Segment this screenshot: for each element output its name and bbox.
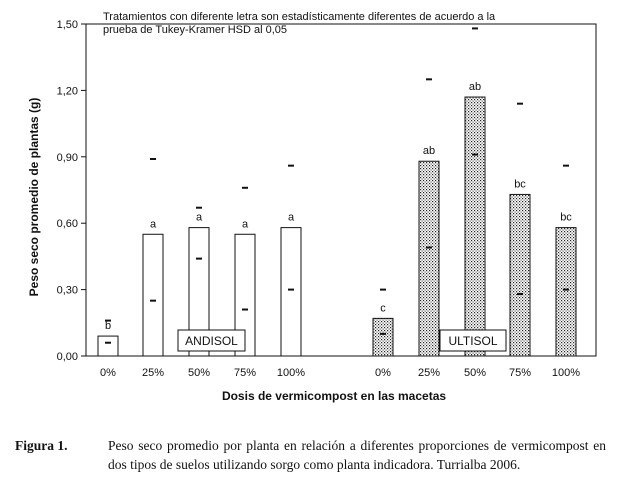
x-tick-label: 100% — [276, 367, 306, 379]
bar — [556, 228, 576, 356]
bar — [98, 336, 118, 356]
y-tick-label: 0,60 — [56, 218, 78, 231]
significance-letter: a — [287, 211, 295, 224]
y-tick-label: 1,20 — [56, 85, 78, 98]
x-tick-label: 0% — [375, 367, 391, 379]
x-tick-label: 100% — [551, 367, 581, 379]
y-axis-title: Peso seco promedio de plantas (g) — [27, 97, 41, 297]
chart-annotation-line1: Tratamientos con diferente letra son estadísticamente diferentes de acuerdo a la — [103, 11, 496, 23]
bar — [510, 194, 530, 356]
bar — [281, 228, 301, 356]
bar — [465, 97, 485, 356]
y-tick-label: 0,30 — [56, 284, 78, 297]
bar — [419, 161, 439, 356]
significance-letter: ab — [468, 81, 482, 94]
bar — [143, 234, 163, 356]
soil-label: ANDISOL — [185, 334, 238, 348]
x-axis-title: Dosis de vermicompost en las macetas — [221, 389, 447, 403]
x-tick-label: 25% — [417, 367, 441, 379]
x-axis — [100, 367, 580, 379]
y-tick-label: 1,50 — [56, 19, 78, 31]
significance-letter: a — [195, 211, 203, 224]
significance-letter: a — [241, 218, 249, 231]
significance-letter: bc — [560, 211, 572, 224]
y-axis — [57, 19, 86, 363]
significance-letter: ab — [422, 145, 436, 158]
figure-label: Figura 1. — [15, 438, 68, 453]
x-tick-label: 0% — [100, 367, 116, 379]
figure-caption-text: Peso seco promedio por planta en relación a diferentes proporciones de vermicompost en dos tipos de suelos utilizando sorgo como planta indicadora. Turrialba 2006. — [108, 438, 606, 472]
x-tick-label: 50% — [187, 367, 211, 379]
significance-letter: c — [380, 302, 386, 315]
y-tick-label: 0,90 — [56, 151, 78, 164]
significance-letter: b — [104, 320, 112, 333]
significance-letter: a — [149, 218, 157, 231]
chart-annotation-line2: prueba de Tukey-Kramer HSD al 0,05 — [103, 24, 288, 36]
significance-letter: bc — [514, 178, 526, 191]
soil-label: ULTISOL — [448, 334, 498, 348]
y-tick-label: 0,00 — [56, 351, 78, 363]
x-tick-label: 75% — [508, 367, 532, 379]
x-tick-label: 25% — [141, 367, 165, 379]
bar — [373, 318, 393, 356]
x-tick-label: 75% — [233, 367, 257, 379]
bars — [98, 28, 576, 356]
x-tick-label: 50% — [463, 367, 487, 379]
